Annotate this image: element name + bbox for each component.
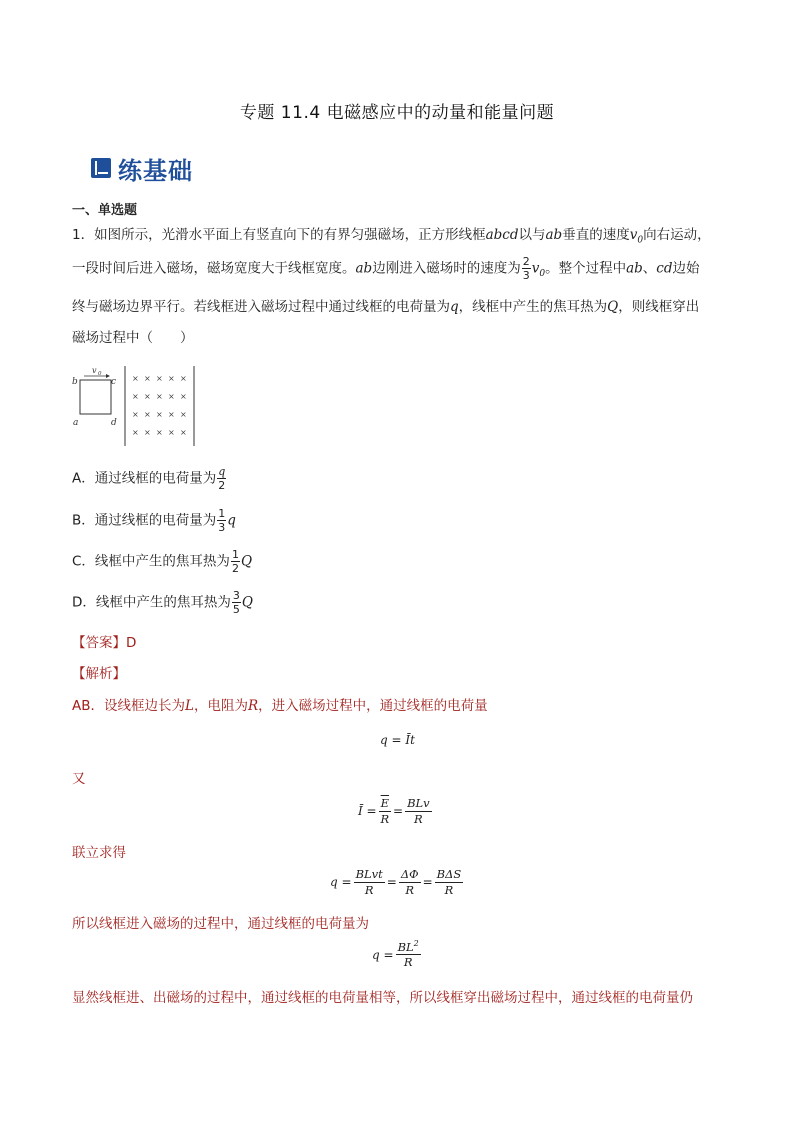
label-d: d xyxy=(111,418,117,428)
field-cross: × xyxy=(132,392,139,401)
question-line-2: 一段时间后进入磁场，磁场宽度大于线框宽度。ab边刚进入磁场时的速度为 $\frac{2}{3}$ $v_0$。整个过程中ab、cd边始 xyxy=(72,255,700,282)
field-cross: × xyxy=(144,392,151,401)
answer xyxy=(72,631,136,651)
question-line-4: 磁场过程中（ ） xyxy=(72,330,194,346)
label-c: c xyxy=(111,377,117,387)
square-loop xyxy=(80,380,111,414)
question-line-3: 终与磁场边界平行。若线框进入磁场过程中通过线框的电荷量为q，线框中产生的焦耳热为Q，则线框穿出 xyxy=(72,299,700,315)
field-cross: × xyxy=(180,374,187,383)
analysis-para-2: 又 xyxy=(72,771,86,787)
label-b: b xyxy=(72,377,78,387)
field-cross: × xyxy=(156,428,163,437)
page-title: 专题 11.4 电磁感应中的动量和能量问题 xyxy=(239,103,555,123)
option-c[interactable]: C．线框中产生的焦耳热为 $\frac{1}{2}$ Q xyxy=(72,548,253,575)
equation-2: Ī = $\frac{\overline{E}}{R}$ = $\frac{\text{BLv}}{R}$ xyxy=(358,796,430,826)
field-cross: × xyxy=(180,428,187,437)
analysis-para-5: 显然线框进、出磁场的过程中，通过线框的电荷量相等，所以线框穿出磁场过程中，通过线框的电荷量仍 xyxy=(72,990,693,1006)
banner-title: 练基础 xyxy=(118,156,193,185)
section-heading: 一、单选题 xyxy=(72,203,138,218)
field-cross: × xyxy=(132,374,139,383)
fraction: $\frac{2}{3}$ xyxy=(522,255,530,282)
answer-value: D xyxy=(126,635,137,651)
field-cross: × xyxy=(168,374,175,383)
field-cross: × xyxy=(168,392,175,401)
section-banner xyxy=(90,152,193,184)
equation-1: q = Īt xyxy=(380,733,415,747)
field-cross: × xyxy=(180,410,187,419)
analysis-para-1: AB．设线框边长为L，电阻为R，进入磁场过程中，通过线框的电荷量 xyxy=(72,698,488,714)
label-a: a xyxy=(73,418,79,428)
field-cross: × xyxy=(156,392,163,401)
option-d[interactable]: D．线框中产生的焦耳热为 $\frac{3}{5}$ Q xyxy=(72,589,253,616)
field-cross: × xyxy=(132,428,139,437)
svg-text:0: 0 xyxy=(98,371,102,377)
field-cross: × xyxy=(132,410,139,419)
magnetic-field-figure xyxy=(68,364,203,448)
field-cross: × xyxy=(168,428,175,437)
equation-3: q = $\frac{\text{BLvt}}{R}$ = $\frac{\Delta\Phi}{R}$ = $\frac{\text{BΔS}}{R}$ xyxy=(330,867,462,897)
answer-label: 【答案】 xyxy=(72,635,126,651)
option-b[interactable]: B．通过线框的电荷量为 $\frac{1}{3}$ q xyxy=(72,507,236,534)
field-cross: × xyxy=(168,410,175,419)
analysis-para-4: 所以线框进入磁场的过程中，通过线框的电荷量为 xyxy=(72,916,369,932)
question-line-1: 1．如图所示，光滑水平面上有竖直向下的有界匀强磁场，正方形线框abcd以与ab垂直的速度$v_0$向右运动， xyxy=(72,227,711,246)
field-cross: × xyxy=(156,374,163,383)
equation-4: q = $\frac{BL^2}{R}$ xyxy=(372,939,419,970)
book-icon xyxy=(90,157,112,179)
field-cross: × xyxy=(144,374,151,383)
analysis-para-3: 联立求得 xyxy=(72,845,126,861)
field-cross: × xyxy=(144,410,151,419)
field-cross: × xyxy=(144,428,151,437)
label-v: v xyxy=(92,366,97,375)
analysis-label: 【解析】 xyxy=(72,666,126,682)
field-crosses xyxy=(132,374,187,437)
field-cross: × xyxy=(156,410,163,419)
field-cross: × xyxy=(180,392,187,401)
option-a[interactable]: A．通过线框的电荷量为 $\frac{q}{2}$ xyxy=(72,465,226,492)
